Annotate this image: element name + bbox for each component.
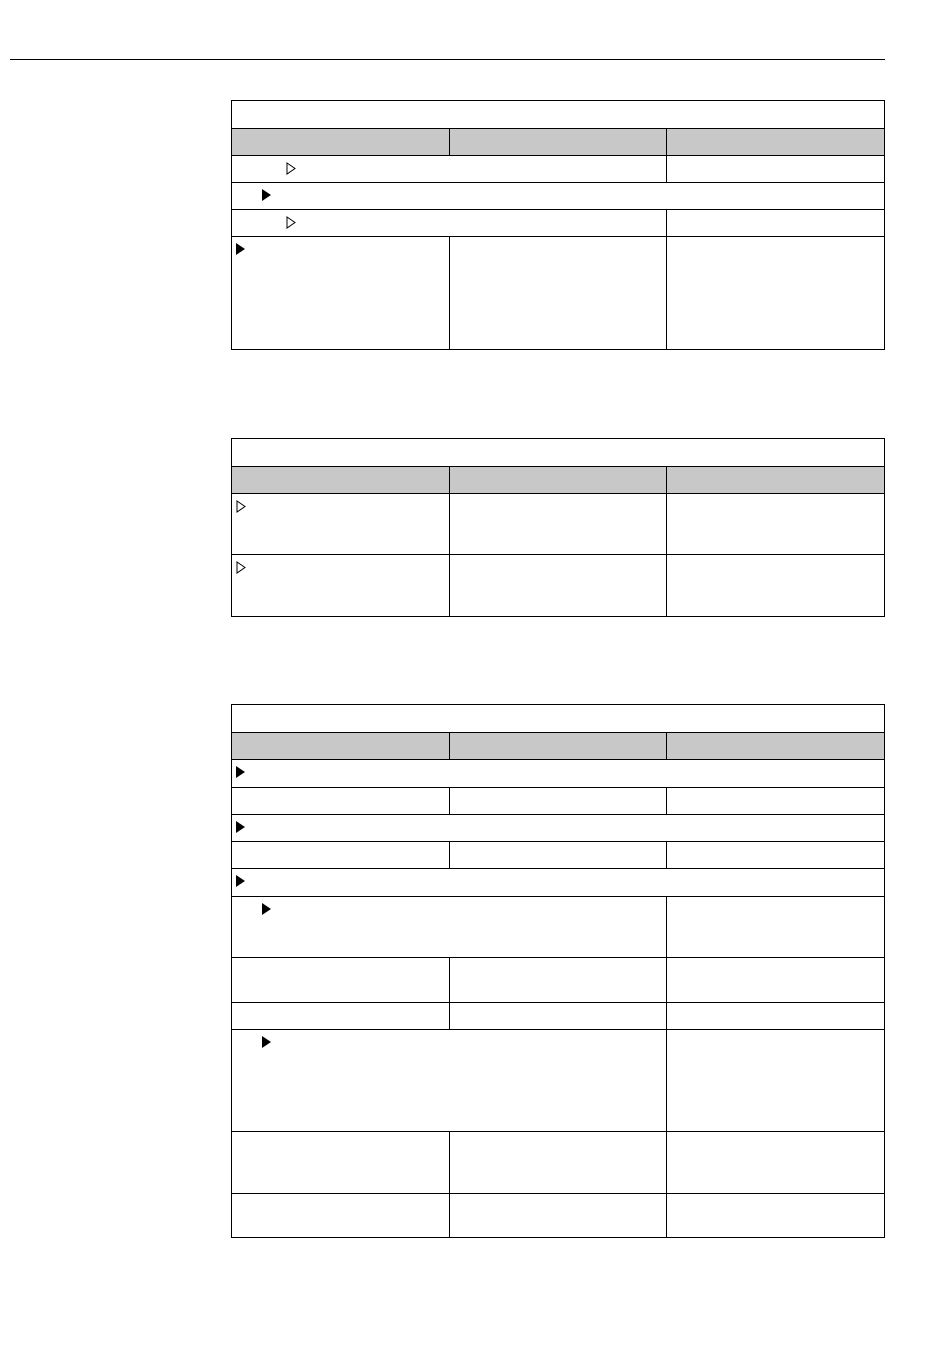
table-title-row (232, 439, 885, 467)
function-cell (232, 842, 450, 869)
header-cell-function (232, 129, 450, 156)
header-cell-options (449, 733, 667, 760)
table-title (232, 705, 885, 733)
function-cell (232, 1194, 450, 1238)
filled-triangle-right-icon (262, 189, 271, 201)
menu-path-cell (232, 210, 667, 237)
table-title (232, 439, 885, 467)
options-cell (449, 555, 667, 617)
table-header-row (232, 129, 885, 156)
filled-triangle-right-icon (262, 1036, 271, 1048)
header-cell-function (232, 467, 450, 494)
filled-triangle-right-icon (236, 875, 245, 887)
menu-path-cell (232, 183, 885, 210)
info-cell (667, 1194, 885, 1238)
info-cell (667, 555, 885, 617)
table-row[interactable] (232, 1132, 885, 1194)
options-cell (449, 237, 667, 350)
info-cell (667, 494, 885, 555)
table-row[interactable] (232, 1003, 885, 1030)
filled-triangle-right-icon (236, 821, 245, 833)
table-row[interactable] (232, 555, 885, 617)
header-cell-function (232, 733, 450, 760)
menu-path-cell (232, 760, 885, 788)
options-cell (449, 1003, 667, 1030)
table-title-row (232, 705, 885, 733)
table-row[interactable] (232, 842, 885, 869)
options-cell (449, 788, 667, 815)
info-cell (667, 842, 885, 869)
filled-triangle-right-icon (236, 766, 245, 778)
table-row[interactable] (232, 788, 885, 815)
info-cell (667, 1030, 885, 1132)
table-row[interactable] (232, 494, 885, 555)
table-row[interactable] (232, 237, 885, 350)
table-row[interactable] (232, 156, 885, 183)
menu-path-cell (232, 815, 885, 842)
table-row[interactable] (232, 897, 885, 958)
options-cell (449, 1132, 667, 1194)
table-title-row (232, 101, 885, 129)
table-row[interactable] (232, 1030, 885, 1132)
table-row[interactable] (232, 210, 885, 237)
outline-triangle-right-icon (236, 500, 246, 513)
function-cell (232, 237, 450, 350)
info-cell (667, 958, 885, 1003)
options-cell (449, 842, 667, 869)
table-header-row (232, 467, 885, 494)
info-cell (667, 897, 885, 958)
function-cell (232, 1132, 450, 1194)
table-row[interactable] (232, 958, 885, 1003)
options-cell (449, 958, 667, 1003)
function-cell (232, 788, 450, 815)
header-cell-info (667, 467, 885, 494)
table-row[interactable] (232, 1194, 885, 1238)
table-row[interactable] (232, 183, 885, 210)
header-cell-info (667, 129, 885, 156)
header-cell-options (449, 129, 667, 156)
filled-triangle-right-icon (236, 243, 245, 255)
table-title (232, 101, 885, 129)
outline-triangle-right-icon (286, 162, 296, 175)
outline-triangle-right-icon (236, 561, 246, 574)
function-cell (232, 555, 450, 617)
function-cell (232, 958, 450, 1003)
table-row[interactable] (232, 760, 885, 788)
filled-triangle-right-icon (262, 903, 271, 915)
options-cell (449, 1194, 667, 1238)
function-cell (232, 1003, 450, 1030)
menu-table-2 (231, 438, 885, 617)
info-cell (667, 156, 885, 183)
header-cell-options (449, 467, 667, 494)
header-rule (10, 59, 885, 60)
menu-path-cell (232, 869, 885, 897)
table-row[interactable] (232, 869, 885, 897)
menu-path-cell (232, 1030, 667, 1132)
table-header-row (232, 733, 885, 760)
table-row[interactable] (232, 815, 885, 842)
info-cell (667, 237, 885, 350)
menu-table-1 (231, 100, 885, 350)
header-cell-info (667, 733, 885, 760)
info-cell (667, 1132, 885, 1194)
menu-table-3 (231, 704, 885, 1238)
info-cell (667, 210, 885, 237)
outline-triangle-right-icon (286, 216, 296, 229)
info-cell (667, 1003, 885, 1030)
info-cell (667, 788, 885, 815)
menu-path-cell (232, 156, 667, 183)
menu-path-cell (232, 897, 667, 958)
options-cell (449, 494, 667, 555)
function-cell (232, 494, 450, 555)
